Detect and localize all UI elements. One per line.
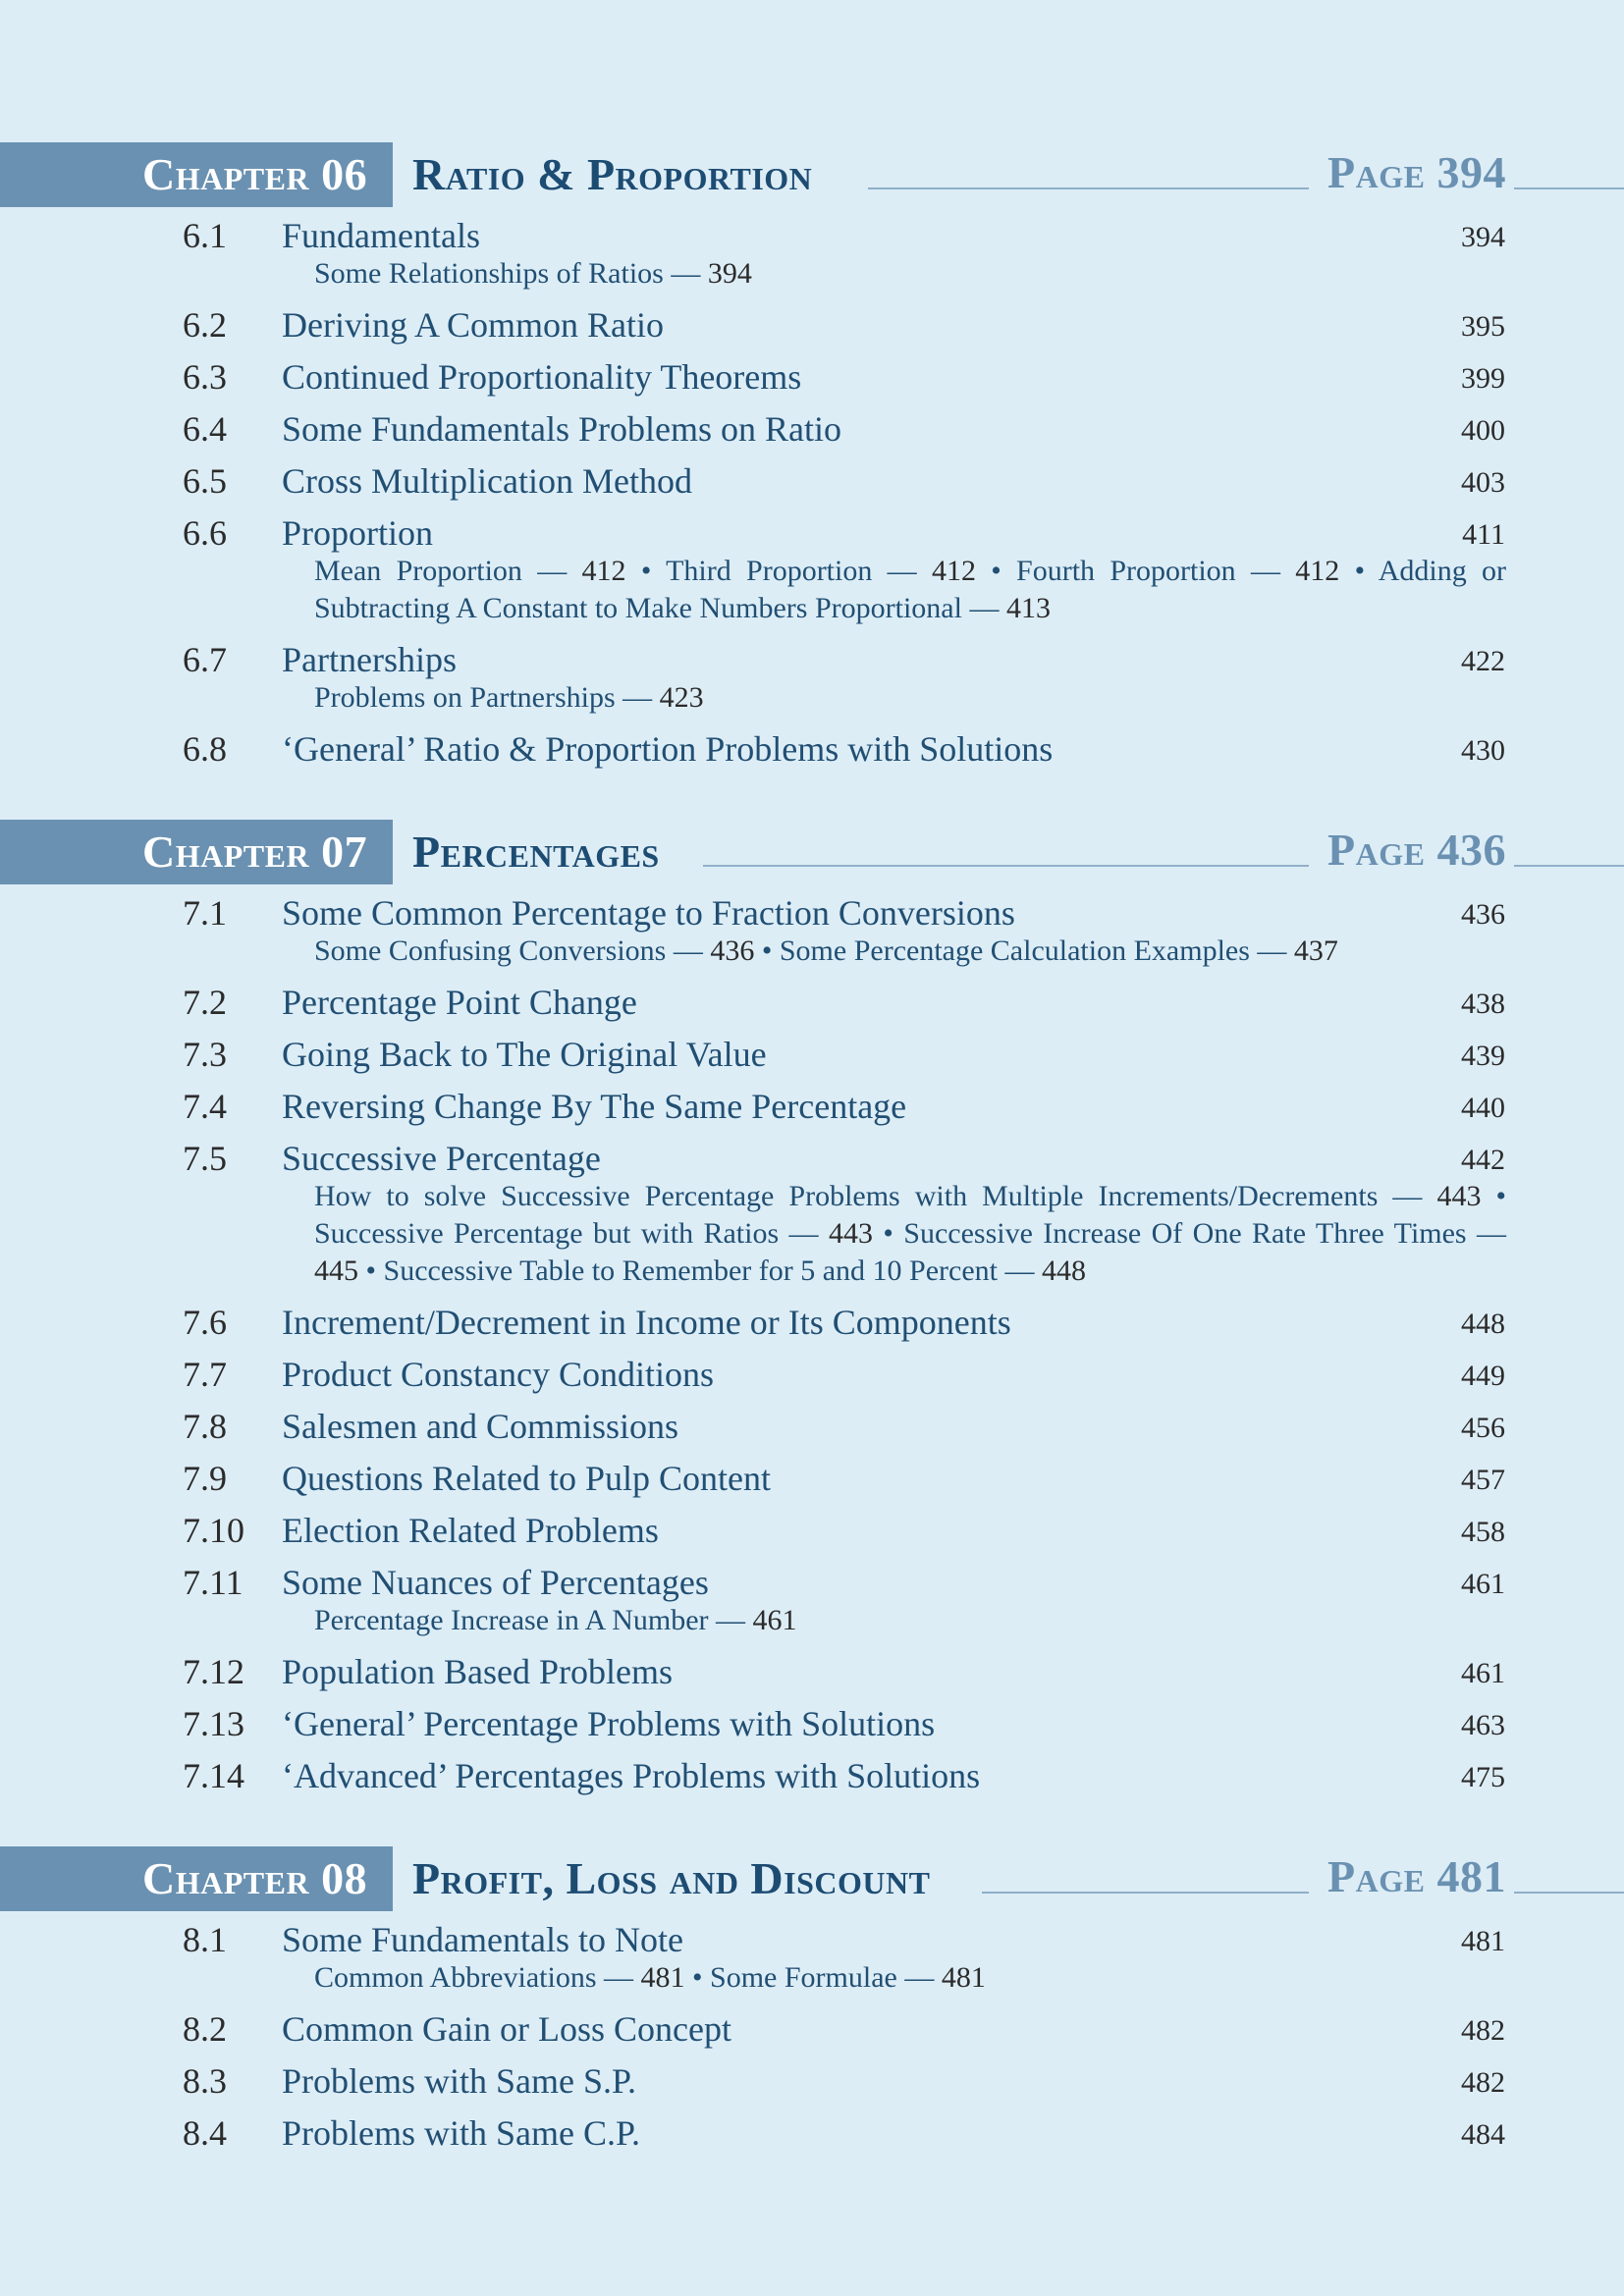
chapter-block — [0, 1846, 1624, 2157]
section-list — [0, 207, 1624, 773]
toc-entry[interactable] — [0, 1450, 1624, 1502]
subtopic-list: How to solve Successive Percentage Problems with Multiple Increments/Decrements — 443 • Successive Percentage but with Ratios — 443 • Successive Increase Of One Rate Three Times — 445 • Successive Table to Remember for 5 and 10 Percent — 448 — [314, 1180, 1507, 1287]
section-number: 8.3 — [183, 2061, 227, 2101]
subtopic-page: 481 — [941, 1961, 986, 1994]
toc-section — [0, 1911, 1624, 2001]
subtopic-title[interactable]: Some Formulae — [710, 1961, 897, 1994]
subtopic-page: 461 — [752, 1604, 797, 1636]
toc-entry[interactable] — [0, 1502, 1624, 1554]
subtopic-page: 394 — [707, 257, 752, 290]
chapter-rule — [703, 865, 1309, 867]
section-title[interactable]: Proportion — [282, 513, 434, 553]
section-number: 7.7 — [183, 1355, 227, 1394]
chapter-label: Chapter 06 — [142, 149, 368, 199]
section-number: 7.12 — [183, 1652, 244, 1691]
toc-entry[interactable] — [0, 884, 1624, 936]
toc-section — [0, 974, 1624, 1026]
subtopic-title[interactable]: Some Relationships of Ratios — [314, 257, 664, 290]
toc-entry[interactable] — [0, 1346, 1624, 1398]
subtopic-title[interactable]: Adding or Subtracting A Constant to Make Numbers Proportional — [314, 555, 1506, 624]
toc-entry[interactable] — [0, 1643, 1624, 1695]
section-page: 436 — [1461, 898, 1505, 931]
section-number: 6.5 — [183, 461, 227, 501]
subtopic-page: 412 — [581, 555, 626, 587]
section-title[interactable]: ‘General’ Percentage Problems with Solutions — [282, 1704, 936, 1743]
section-page: 449 — [1461, 1360, 1505, 1392]
toc-section — [0, 296, 1624, 348]
chapter-header — [0, 1846, 1624, 1911]
section-page: 394 — [1461, 221, 1505, 253]
section-title[interactable]: Election Related Problems — [282, 1511, 659, 1550]
section-page: 457 — [1461, 1464, 1505, 1496]
section-page: 458 — [1461, 1516, 1505, 1548]
section-title[interactable]: Cross Multiplication Method — [282, 461, 692, 501]
section-number: 6.8 — [183, 729, 227, 769]
toc-section — [0, 1294, 1624, 1346]
toc-entry[interactable] — [0, 721, 1624, 773]
section-page: 484 — [1461, 2118, 1505, 2151]
subtopic-page: 436 — [710, 934, 755, 967]
toc-entry[interactable] — [0, 453, 1624, 505]
chapter-rule — [982, 1892, 1309, 1894]
subtopic-title[interactable]: Percentage Increase in A Number — [314, 1604, 709, 1636]
chapter-title[interactable]: Percentages — [412, 827, 660, 877]
section-page: 448 — [1461, 1308, 1505, 1340]
chapter-header — [0, 820, 1624, 884]
subtopic-page: 448 — [1042, 1255, 1087, 1287]
section-title[interactable]: Some Common Percentage to Fraction Conversions — [282, 893, 1015, 933]
subtopic-list: Some Relationships of Ratios — 394 — [314, 257, 752, 290]
toc-section — [0, 721, 1624, 773]
toc-section — [0, 1695, 1624, 1747]
chapter-title[interactable]: Ratio & Proportion — [412, 149, 813, 199]
section-number: 7.4 — [183, 1087, 227, 1126]
toc-entry[interactable] — [0, 2105, 1624, 2157]
section-number: 7.8 — [183, 1407, 227, 1446]
section-page: 400 — [1461, 414, 1505, 447]
toc-entry[interactable] — [0, 1294, 1624, 1346]
toc-section — [0, 1346, 1624, 1398]
toc-entry[interactable] — [0, 1911, 1624, 1963]
subtopic-page: 481 — [640, 1961, 685, 1994]
section-number: 6.1 — [183, 216, 227, 255]
section-title[interactable]: Salesmen and Commissions — [282, 1407, 678, 1446]
section-title[interactable]: Deriving A Common Ratio — [282, 305, 665, 345]
section-page: 482 — [1461, 2014, 1505, 2047]
toc-entry[interactable] — [0, 207, 1624, 259]
section-number: 6.6 — [183, 513, 227, 553]
chapter-label: Chapter 07 — [142, 827, 368, 877]
section-page: 438 — [1461, 988, 1505, 1020]
section-list — [0, 1911, 1624, 2157]
section-page: 456 — [1461, 1412, 1505, 1444]
toc-section — [0, 1130, 1624, 1294]
toc-section — [0, 631, 1624, 721]
section-title[interactable]: Partnerships — [282, 640, 457, 679]
section-number: 7.14 — [183, 1756, 244, 1795]
subtopic-list: Common Abbreviations — 481 • Some Formulae — 481 — [314, 1961, 986, 1994]
toc-section — [0, 2053, 1624, 2105]
section-title[interactable]: Some Fundamentals Problems on Ratio — [282, 409, 841, 449]
section-title[interactable]: Increment/Decrement in Income or Its Components — [282, 1303, 1011, 1342]
section-number: 7.3 — [183, 1035, 227, 1074]
toc-entry[interactable] — [0, 974, 1624, 1026]
section-title[interactable]: Reversing Change By The Same Percentage — [282, 1087, 907, 1126]
subtopic-list: Mean Proportion — 412 • Third Proportion — 412 • Fourth Proportion — 412 • Adding or Subtracting A Constant to Make Numbers Proportional — 413 — [314, 555, 1506, 624]
section-number: 6.2 — [183, 305, 227, 345]
toc-entry[interactable] — [0, 2053, 1624, 2105]
toc-entry[interactable] — [0, 631, 1624, 683]
section-number: 7.11 — [183, 1563, 244, 1602]
section-number: 7.1 — [183, 893, 227, 933]
subtopic-page: 443 — [1436, 1180, 1482, 1212]
section-page: 430 — [1461, 734, 1505, 767]
chapter-rule-tail — [1514, 187, 1624, 189]
section-number: 8.1 — [183, 1920, 227, 1959]
subtopic-title[interactable]: Common Abbreviations — [314, 1961, 597, 1994]
subtopic-list: Problems on Partnerships — 423 — [314, 681, 704, 714]
section-number: 7.13 — [183, 1704, 244, 1743]
subtopic-title[interactable]: Problems on Partnerships — [314, 681, 616, 714]
toc-section — [0, 1747, 1624, 1799]
chapter-page: Page 394 — [1327, 147, 1506, 197]
subtopic-list: Some Confusing Conversions — 436 • Some Percentage Calculation Examples — 437 — [314, 934, 1338, 967]
section-number: 7.6 — [183, 1303, 227, 1342]
toc-section — [0, 2105, 1624, 2157]
section-number: 7.10 — [183, 1511, 244, 1550]
section-title[interactable]: Product Constancy Conditions — [282, 1355, 714, 1394]
toc-entry[interactable] — [0, 1026, 1624, 1078]
section-title[interactable]: ‘Advanced’ Percentages Problems with Solutions — [282, 1756, 981, 1795]
section-page: 399 — [1461, 362, 1505, 395]
toc-section — [0, 1398, 1624, 1450]
toc-section — [0, 1502, 1624, 1554]
section-title[interactable]: Some Nuances of Percentages — [282, 1563, 709, 1602]
section-page: 461 — [1461, 1657, 1505, 1689]
subtopic-page: 413 — [1005, 592, 1051, 624]
section-number: 7.5 — [183, 1139, 227, 1178]
section-number: 7.2 — [183, 983, 227, 1022]
chapter-rule — [868, 187, 1309, 189]
chapter-page: Page 481 — [1327, 1851, 1506, 1901]
section-page: 411 — [1462, 518, 1505, 551]
chapter-block — [0, 820, 1624, 1799]
section-number: 6.7 — [183, 640, 227, 679]
section-number: 6.4 — [183, 409, 227, 449]
toc-entry[interactable] — [0, 505, 1624, 557]
section-list — [0, 884, 1624, 1799]
subtopic-page: 437 — [1293, 934, 1338, 967]
subtopic-title[interactable]: Fourth Proportion — [1016, 555, 1236, 587]
section-title[interactable]: ‘General’ Ratio & Proportion Problems with Solutions — [282, 729, 1054, 769]
section-page: 403 — [1461, 466, 1505, 499]
section-page: 442 — [1461, 1144, 1505, 1176]
chapter-rule-tail — [1514, 865, 1624, 867]
section-number: 7.9 — [183, 1459, 227, 1498]
subtopic-page: 423 — [659, 681, 704, 714]
toc-entry[interactable] — [0, 1695, 1624, 1747]
section-title[interactable]: Problems with Same C.P. — [282, 2113, 641, 2153]
section-title[interactable]: Continued Proportionality Theorems — [282, 357, 802, 397]
subtopic-title[interactable]: How to solve Successive Percentage Problems with Multiple Increments/Decrements — [314, 1180, 1379, 1212]
section-page: 481 — [1461, 1925, 1505, 1957]
toc-entry[interactable] — [0, 1078, 1624, 1130]
toc-entry[interactable] — [0, 400, 1624, 453]
subtopic-title[interactable]: Some Percentage Calculation Examples — [779, 934, 1250, 967]
section-title[interactable]: Successive Percentage — [282, 1139, 601, 1178]
toc-section — [0, 1026, 1624, 1078]
toc-entry[interactable] — [0, 1130, 1624, 1182]
toc-section — [0, 2001, 1624, 2053]
toc-section — [0, 1078, 1624, 1130]
toc-entry[interactable] — [0, 1554, 1624, 1606]
toc-section — [0, 400, 1624, 453]
chapter-block — [0, 142, 1624, 773]
chapter-title[interactable]: Profit, Loss and Discount — [412, 1853, 931, 1903]
section-number: 8.2 — [183, 2009, 227, 2049]
section-title[interactable]: Questions Related to Pulp Content — [282, 1459, 771, 1498]
chapter-rule-tail — [1514, 1892, 1624, 1894]
toc-section — [0, 207, 1624, 296]
toc-entry[interactable] — [0, 1747, 1624, 1799]
toc-entry[interactable] — [0, 296, 1624, 348]
section-page: 439 — [1461, 1040, 1505, 1072]
section-page: 395 — [1461, 310, 1505, 343]
toc-section — [0, 1450, 1624, 1502]
subtopic-title[interactable]: Some Confusing Conversions — [314, 934, 667, 967]
subtopic-title[interactable]: Successive Percentage but with Ratios — [314, 1217, 780, 1250]
toc-entry[interactable] — [0, 1398, 1624, 1450]
toc-section — [0, 1643, 1624, 1695]
chapter-header — [0, 142, 1624, 207]
section-page: 463 — [1461, 1709, 1505, 1741]
section-title[interactable]: Common Gain or Loss Concept — [282, 2009, 731, 2049]
section-title[interactable]: Percentage Point Change — [282, 983, 637, 1022]
subtopic-page: 412 — [1295, 555, 1340, 587]
toc-section — [0, 884, 1624, 974]
section-number: 8.4 — [183, 2113, 227, 2153]
section-page: 482 — [1461, 2066, 1505, 2099]
section-title[interactable]: Some Fundamentals to Note — [282, 1920, 683, 1959]
subtopic-title[interactable]: Successive Increase Of One Rate Three Times — [903, 1217, 1467, 1250]
section-title[interactable]: Fundamentals — [282, 216, 480, 255]
subtopic-title[interactable]: Third Proportion — [666, 555, 873, 587]
section-page: 475 — [1461, 1761, 1505, 1793]
section-title[interactable]: Problems with Same S.P. — [282, 2061, 637, 2101]
section-page: 461 — [1461, 1568, 1505, 1600]
toc-section — [0, 453, 1624, 505]
chapter-label: Chapter 08 — [142, 1853, 368, 1903]
toc-entry[interactable] — [0, 348, 1624, 400]
chapter-page: Page 436 — [1327, 825, 1506, 875]
toc-section — [0, 505, 1624, 631]
section-number: 6.3 — [183, 357, 227, 397]
section-title[interactable]: Going Back to The Original Value — [282, 1035, 767, 1074]
toc-section — [0, 348, 1624, 400]
toc-entry[interactable] — [0, 2001, 1624, 2053]
subtopic-page: 412 — [931, 555, 976, 587]
section-title[interactable]: Population Based Problems — [282, 1652, 673, 1691]
section-page: 440 — [1461, 1092, 1505, 1124]
subtopic-title[interactable]: Mean Proportion — [314, 555, 522, 587]
subtopic-list: Percentage Increase in A Number — 461 — [314, 1604, 797, 1636]
subtopic-page: 443 — [828, 1217, 873, 1250]
toc-section — [0, 1554, 1624, 1643]
section-page: 422 — [1461, 645, 1505, 677]
subtopic-page: 445 — [314, 1255, 358, 1287]
subtopic-title[interactable]: Successive Table to Remember for 5 and 10 Percent — [383, 1255, 999, 1287]
